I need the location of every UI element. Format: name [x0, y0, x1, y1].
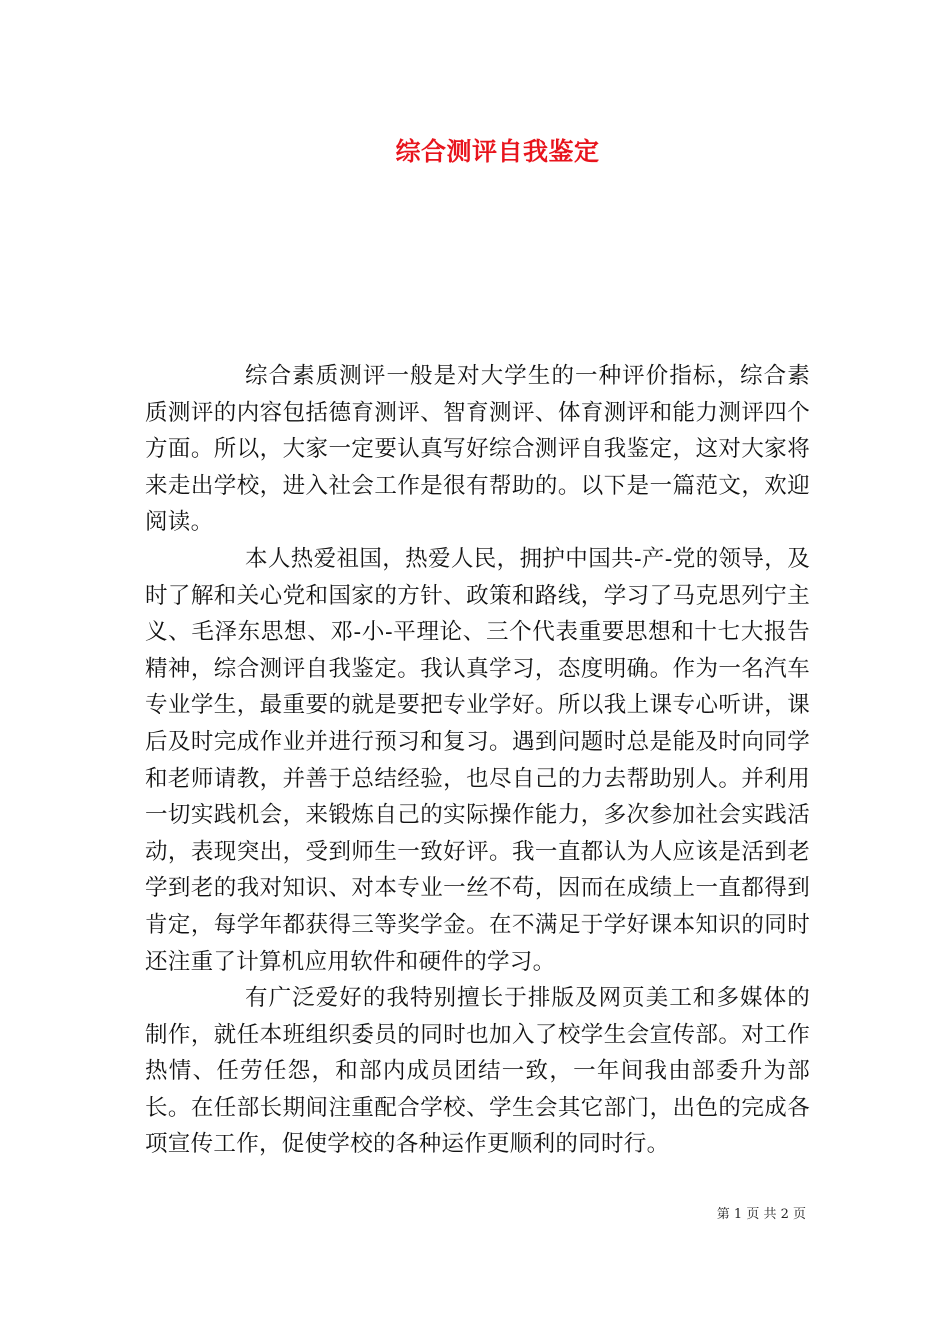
document-body: [145, 358, 810, 1163]
page-footer: 第 1 页 共 2 页: [716, 1207, 806, 1222]
document-title: 综合测评自我鉴定: [395, 137, 600, 166]
paragraph-study: 本人热爱祖国，热爱人民，拥护中国共-产-党的领导，及时了解和关心党和国家的方针、政策和路线，学习了马克思列宁主义、毛泽东思想、邓-小-平理论、三个代表重要思想和十七大报告精神，综合测评自我鉴定。我认真学习，态度明确。作为一名汽车专业学生，最重要的就是要把专业学好。所以我上课专心听讲，课后及时完成作业并进行预习和复习。遇到问题时总是能及时向同学和老师请教，并善于总结经验，也尽自己的力去帮助别人。并利用一切实践机会，来锻炼自己的实际操作能力，多次参加社会实践活动，表现突出，受到师生一致好评。我一直都认为人应该是活到老学到老的我对知识、对本专业一丝不苟，因而在成绩上一直都得到肯定，每学年都获得三等奖学金。在不满足于学好课本知识的同时还注重了计算机应用软件和硬件的学习。: [145, 545, 810, 975]
paragraph-intro: 综合素质测评一般是对大学生的一种评价指标，综合素质测评的内容包括德育测评、智育测评、体育测评和能力测评四个方面。所以，大家一定要认真写好综合测评自我鉴定，这对大家将来走出学校，进入社会工作是很有帮助的。以下是一篇范文，欢迎阅读。: [145, 363, 810, 536]
paragraph-work: 有广泛爱好的我特别擅长于排版及网页美工和多媒体的制作，就任本班组织委员的同时也加入了校学生会宣传部。对工作热情、任劳任怨，和部内成员团结一致，一年间我由部委升为部长。在任部长期间注重配合学校、学生会其它部门，出色的完成各项宣传工作，促使学校的各种运作更顺利的同时行。: [145, 985, 810, 1158]
